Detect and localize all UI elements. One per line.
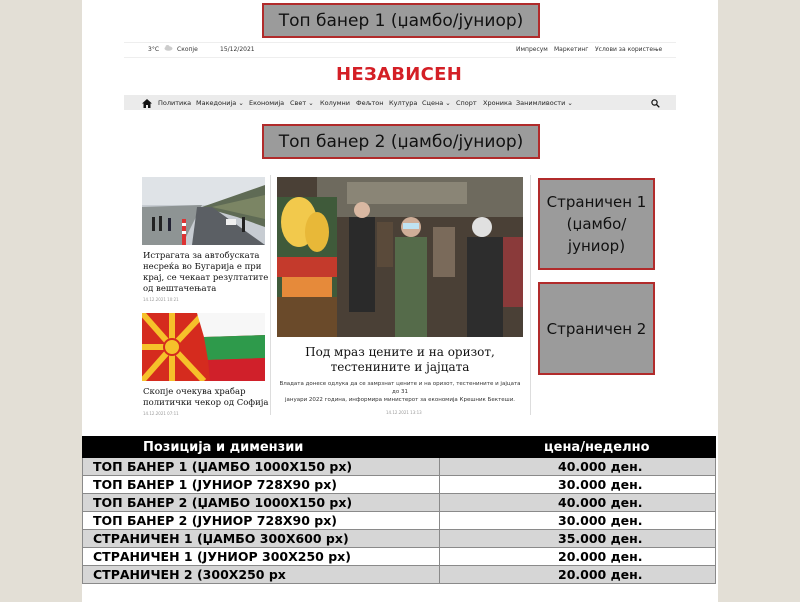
- position-cell: ТОП БАНЕР 1 (ЈУНИОР 728X90 px): [83, 476, 440, 494]
- title-line: Истрагата за автобуската: [143, 251, 260, 261]
- link-terms[interactable]: Услови за користење: [595, 46, 663, 53]
- position-cell: СТРАНИЧЕН 1 (ЈУНИОР 300X250 px): [83, 548, 440, 566]
- table-row: [83, 458, 716, 476]
- table-row: [83, 548, 716, 566]
- table-row: [83, 476, 716, 494]
- position-cell: СТРАНИЧЕН 1 (ЏАМБО 300X600 px): [83, 530, 440, 548]
- article-left-1-date: 14.12.2021 10:21: [143, 297, 179, 302]
- article-left-1-title[interactable]: [143, 251, 268, 295]
- side1-line1: Страничен 1: [546, 193, 647, 211]
- table-row: [83, 530, 716, 548]
- title-line: крај, се чекаат резултатите: [143, 273, 269, 283]
- nav-item-hronika[interactable]: Хроника: [483, 99, 512, 107]
- price-cell: 35.000 ден.: [440, 530, 716, 548]
- nav-item-scena[interactable]: Сцена ⌄: [422, 99, 451, 107]
- top-date: 15/12/2021: [220, 46, 255, 53]
- position-cell: ТОП БАНЕР 2 (ЏАМБО 1000X150 px): [83, 494, 440, 512]
- price-cell: 20.000 ден.: [440, 566, 716, 584]
- weather-city: Скопје: [177, 46, 198, 53]
- article-left-2-date: 14.12.2021 07:11: [143, 411, 179, 416]
- nav-item-sport[interactable]: Спорт: [456, 99, 477, 107]
- main-nav: [124, 95, 676, 110]
- side1-line2: (џамбо/: [566, 215, 627, 233]
- price-cell: 40.000 ден.: [440, 494, 716, 512]
- nav-item-politika[interactable]: Политика: [158, 99, 192, 107]
- price-cell: 40.000 ден.: [440, 458, 716, 476]
- market-photo[interactable]: [277, 177, 523, 337]
- road-photo[interactable]: [142, 177, 265, 245]
- nav-item-makedonija[interactable]: Македонија ⌄: [196, 99, 244, 107]
- flags-photo[interactable]: [142, 313, 265, 381]
- title-line: Под мраз цените и на оризот,: [305, 345, 495, 359]
- price-cell: 20.000 ден.: [440, 548, 716, 566]
- position-cell: ТОП БАНЕР 2 (ЈУНИОР 728X90 px): [83, 512, 440, 530]
- nav-item-ekonomija[interactable]: Економија: [249, 99, 285, 107]
- price-cell: 30.000 ден.: [440, 476, 716, 494]
- col-header-position: Позиција и димензии: [83, 437, 440, 458]
- table-row: [83, 566, 716, 584]
- nav-item-kultura[interactable]: Култура: [389, 99, 418, 107]
- side-banner-2-placeholder: Страничен 2: [538, 282, 655, 375]
- main-article-title[interactable]: [277, 345, 523, 375]
- title-line: Скопје очекува храбар: [143, 387, 246, 397]
- pricing-table: [82, 436, 716, 584]
- weather-temp: 3°C: [148, 46, 160, 53]
- home-icon[interactable]: [142, 99, 152, 108]
- nav-item-feljton[interactable]: Фељтон: [356, 99, 384, 107]
- top-banner-1-placeholder: Топ банер 1 (џамбо/јуниор): [262, 3, 540, 38]
- top-bar: [124, 42, 676, 58]
- nav-item-zanimlivosti[interactable]: Занимливости ⌄: [516, 99, 573, 107]
- cloud-icon: [164, 44, 173, 53]
- price-cell: 30.000 ден.: [440, 512, 716, 530]
- side1-line3: јуниор): [567, 237, 626, 255]
- nav-item-svet[interactable]: Свет ⌄: [290, 99, 314, 107]
- column-divider: [270, 175, 271, 415]
- main-article-date: 14.12.2021 13:13: [386, 410, 422, 415]
- col-header-price: цена/неделно: [440, 437, 716, 458]
- link-marketing[interactable]: Маркетинг: [554, 46, 589, 53]
- search-icon[interactable]: [651, 99, 660, 108]
- position-cell: СТРАНИЧЕН 2 (300X250 px: [83, 566, 440, 584]
- link-impressum[interactable]: Импресум: [516, 46, 548, 53]
- main-article-summary: [277, 380, 523, 404]
- title-line: од вештачењата: [143, 284, 217, 294]
- column-divider: [530, 175, 531, 415]
- pricing-header-row: [83, 437, 716, 458]
- side-banner-1-placeholder: [538, 178, 655, 270]
- table-row: [83, 494, 716, 512]
- summary-line: Владата донесе одлука да се замрзнат цените и на оризот, тестенините и јајцата до 31: [279, 381, 521, 395]
- title-line: несреќа во Бугарија е при: [143, 262, 262, 272]
- top-banner-2-placeholder: Топ банер 2 (џамбо/јуниор): [262, 124, 540, 159]
- title-line: тестенините и јајцата: [330, 360, 470, 374]
- article-left-2-title[interactable]: [143, 387, 268, 409]
- summary-line: јануари 2022 година, информира министерот за економија Крешник Бектеши.: [284, 397, 516, 403]
- position-cell: ТОП БАНЕР 1 (ЏАМБО 1000X150 px): [83, 458, 440, 476]
- title-line: политички чекор од Софија: [143, 398, 269, 408]
- table-row: [83, 512, 716, 530]
- site-logo[interactable]: НЕЗАВИСЕН: [336, 64, 463, 85]
- nav-item-kolumni[interactable]: Колумни: [320, 99, 350, 107]
